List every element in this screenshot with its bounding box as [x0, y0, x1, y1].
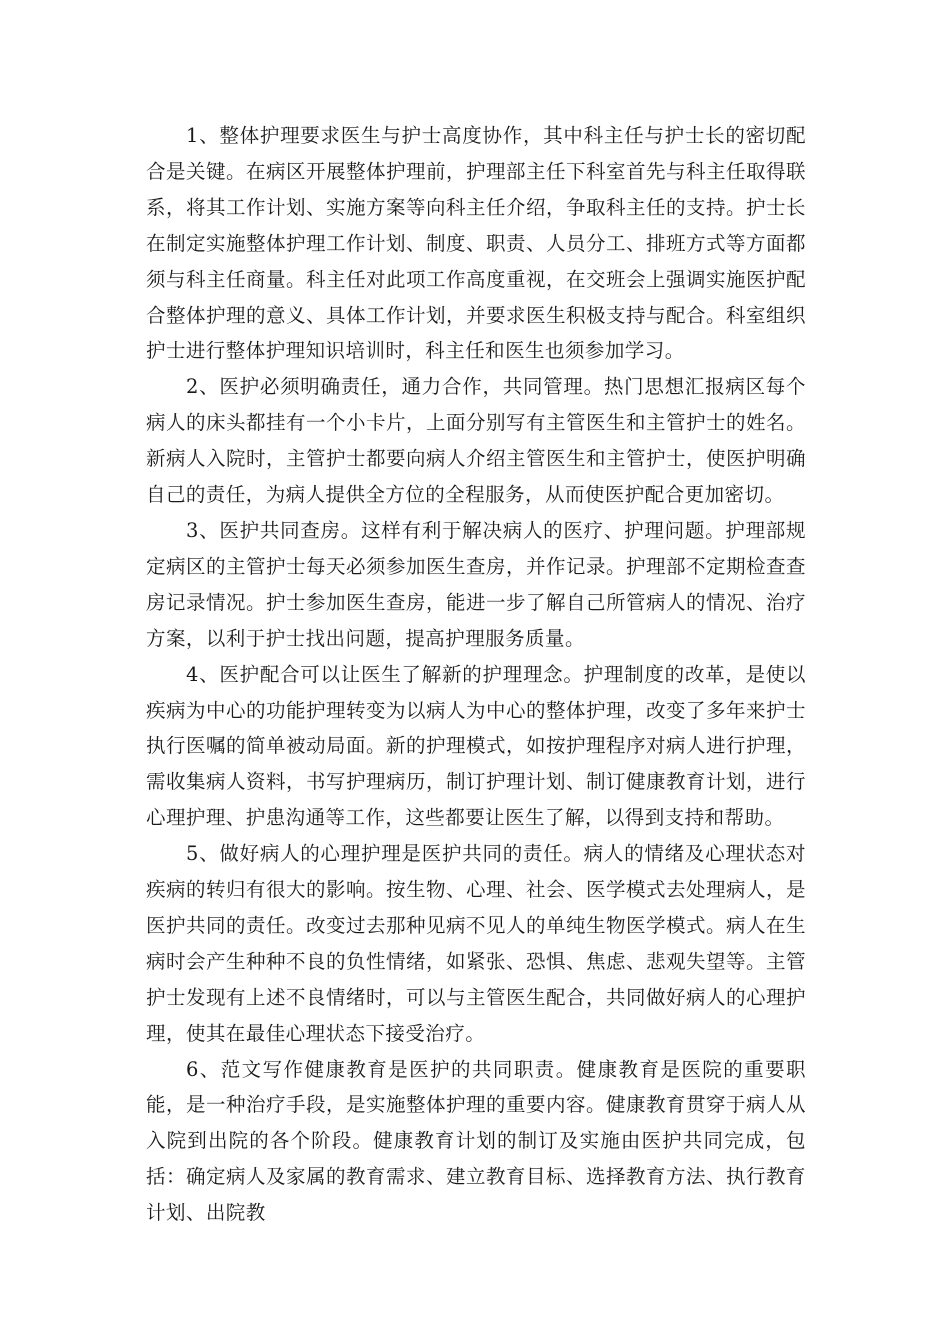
paragraph-3: 3、医护共同查房。这样有利于解决病人的医疗、护理问题。护理部规定病区的主管护士每天必须参加医生查房，并作记录。护理部不定期检查查房记录情况。护士参加医生查房，能进一步了解自己所管病人的情况、治疗方案，以利于护士找出问题，提高护理服务质量。 — [146, 518, 806, 650]
paragraph-2: 2、医护必须明确责任，通力合作，共同管理。热门思想汇报病区每个病人的床头都挂有一个小卡片，上面分别写有主管医生和主管护士的姓名。新病人入院时，主管护士都要向病人介绍主管医生和主管护士，使医护明确自己的责任，为病人提供全方位的全程服务，从而使医护配合更加密切。 — [146, 375, 806, 507]
paragraph-1: 1、整体护理要求医生与护士高度协作，其中科主任与护士长的密切配合是关键。在病区开展整体护理前，护理部主任下科室首先与科主任取得联系，将其工作计划、实施方案等向科主任介绍，争取科主任的支持。护士长在制定实施整体护理工作计划、制度、职责、人员分工、排班方式等方面都须与科主任商量。科主任对此项工作高度重视，在交班会上强调实施医护配合整体护理的意义、具体工作计划，并要求医生积极支持与配合。科室组织护士进行整体护理知识培训时，科主任和医生也须参加学习。 — [146, 124, 806, 363]
paragraph-5: 5、做好病人的心理护理是医护共同的责任。病人的情绪及心理状态对疾病的转归有很大的影响。按生物、心理、社会、医学模式去处理病人，是医护共同的责任。改变过去那种见病不见人的单纯生物医学模式。病人在生病时会产生种种不良的负性情绪，如紧张、恐惧、焦虑、悲观失望等。主管护士发现有上述不良情绪时，可以与主管医生配合，共同做好病人的心理护理，使其在最佳心理状态下接受治疗。 — [146, 842, 806, 1045]
document-body — [146, 118, 806, 1231]
paragraph-4: 4、医护配合可以让医生了解新的护理理念。护理制度的改革，是使以疾病为中心的功能护理转变为以病人为中心的整体护理，改变了多年来护士执行医嘱的简单被动局面。新的护理模式，如按护理程序对病人进行护理，需收集病人资料，书写护理病历，制订护理计划、制订健康教育计划，进行心理护理、护患沟通等工作，这些都要让医生了解，以得到支持和帮助。 — [146, 662, 806, 830]
paragraph-6: 6、范文写作健康教育是医护的共同职责。健康教育是医院的重要职能，是一种治疗手段，是实施整体护理的重要内容。健康教育贯穿于病人从入院到出院的各个阶段。健康教育计划的制订及实施由医护共同完成，包括：确定病人及家属的教育需求、建立教育目标、选择教育方法、执行教育计划、出院教 — [146, 1057, 806, 1225]
